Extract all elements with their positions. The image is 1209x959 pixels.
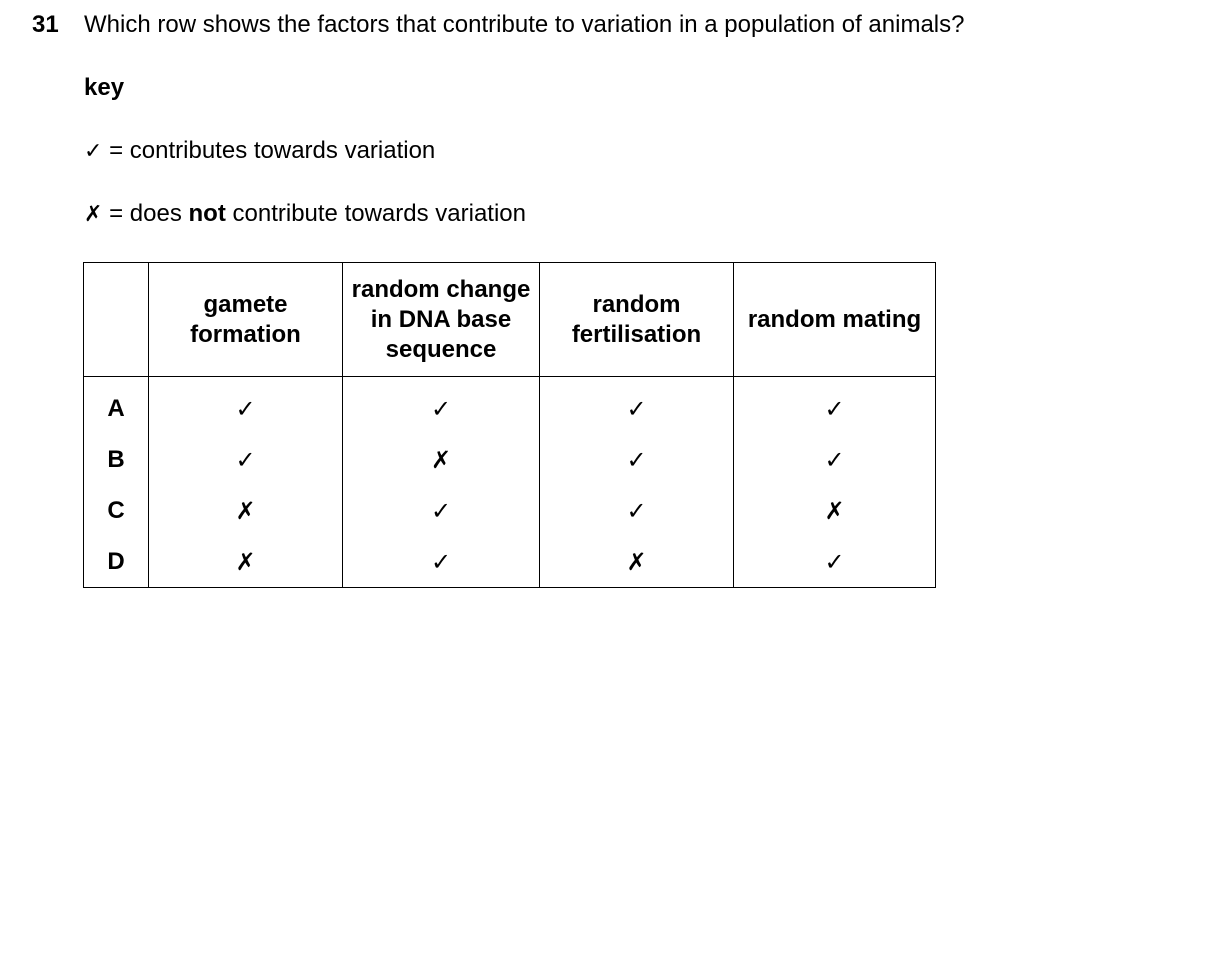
header-random-mating: random mating: [734, 263, 936, 377]
key-tick-line: [84, 137, 435, 166]
mark-cell: ✓: [734, 536, 936, 588]
mark-cell: ✓: [343, 536, 540, 588]
mark-cell: ✓: [343, 485, 540, 536]
cross-icon: ✗: [84, 202, 103, 227]
mark-cell: ✓: [149, 377, 343, 435]
cross-meaning-post: contribute towards variation: [232, 200, 526, 227]
row-letter: A: [84, 377, 149, 435]
cross-meaning-pre: = does: [109, 200, 182, 227]
table-row: [84, 485, 936, 536]
mark-cell: ✓: [540, 377, 734, 435]
cross-meaning-bold: not: [188, 200, 226, 227]
mark-cell: ✓: [540, 434, 734, 485]
question-number: 31: [32, 11, 59, 38]
mark-cell: ✓: [734, 377, 936, 435]
header-random-fertilisation: random fertilisation: [540, 263, 734, 377]
header-blank: [84, 263, 149, 377]
key-cross-line: [84, 200, 526, 229]
mark-cell: ✓: [734, 434, 936, 485]
mark-cell: ✓: [343, 377, 540, 435]
table-row: [84, 536, 936, 588]
mark-cell: ✗: [149, 485, 343, 536]
mark-cell: ✗: [343, 434, 540, 485]
mark-cell: ✗: [734, 485, 936, 536]
mark-cell: ✓: [540, 485, 734, 536]
mark-cell: ✗: [149, 536, 343, 588]
answer-table: [83, 262, 936, 588]
row-letter: D: [84, 536, 149, 588]
row-letter: C: [84, 485, 149, 536]
row-letter: B: [84, 434, 149, 485]
table-row: [84, 434, 936, 485]
header-gamete-formation: gamete formation: [149, 263, 343, 377]
key-title: key: [84, 74, 125, 101]
tick-icon: ✓: [84, 139, 103, 164]
question-text: Which row shows the factors that contribute to variation in a population of animals?: [84, 11, 965, 38]
table-header-row: [84, 263, 936, 377]
mark-cell: ✗: [540, 536, 734, 588]
mark-cell: ✓: [149, 434, 343, 485]
header-random-change-dna: random change in DNA base sequence: [343, 263, 540, 377]
tick-meaning: = contributes towards variation: [109, 137, 436, 164]
table-row: [84, 377, 936, 435]
